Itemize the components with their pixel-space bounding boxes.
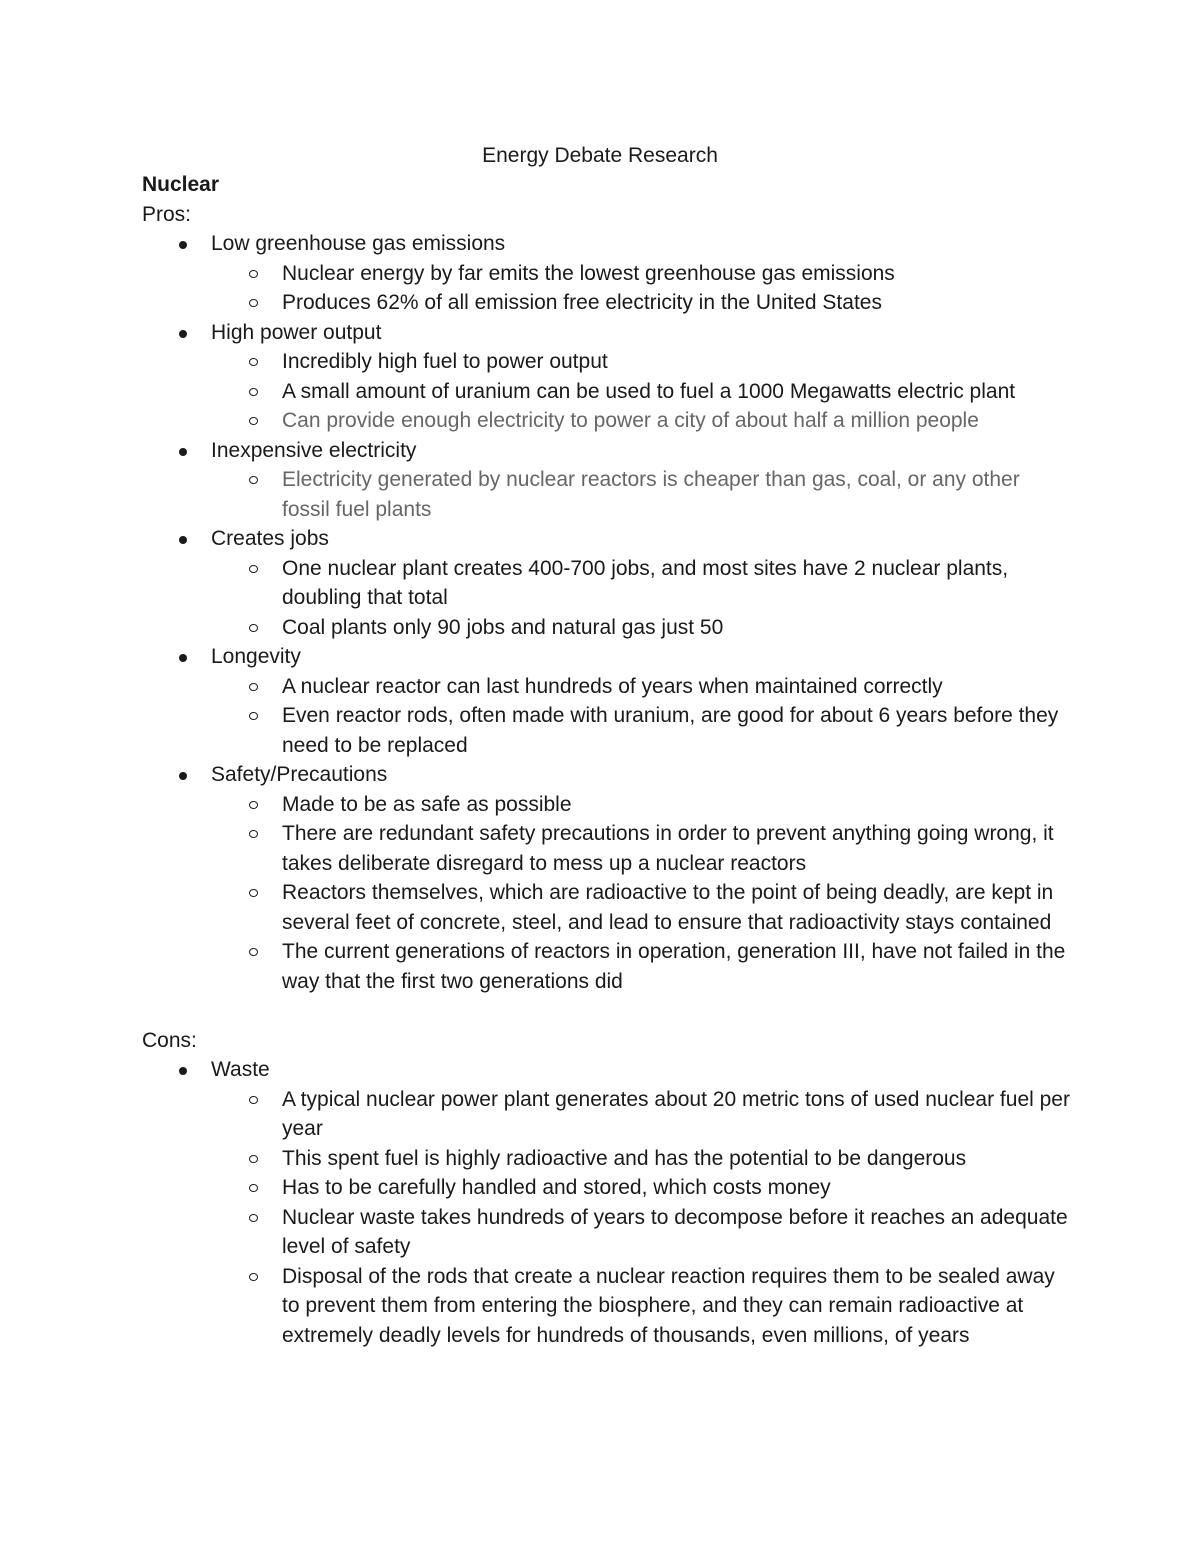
sub-list-item (211, 288, 1072, 318)
sub-list (211, 554, 1072, 643)
sub-list-item-text: There are redundant safety precautions in order to prevent anything going wrong, it takes deliberate disregard to mess up a nuclear reactors (282, 822, 1054, 875)
sub-list-item (211, 819, 1072, 878)
bullet-icon (179, 536, 187, 544)
bullet-icon (179, 772, 187, 780)
sub-list (211, 1085, 1072, 1351)
document-body (142, 170, 1072, 1350)
sub-list-item (211, 613, 1072, 643)
sub-list-item (211, 1085, 1072, 1144)
hollow-bullet-icon (249, 683, 258, 691)
sub-list-item (211, 1144, 1072, 1174)
sub-list-item-text: Electricity generated by nuclear reactors is cheaper than gas, coal, or any other fossil fuel plants (282, 468, 1020, 521)
bullet-icon (179, 330, 187, 338)
hollow-bullet-icon (249, 1184, 258, 1192)
list-item (142, 642, 1072, 760)
sub-list-item (211, 937, 1072, 996)
list-item (142, 1055, 1072, 1350)
sub-list (211, 259, 1072, 318)
cons-list (142, 1055, 1072, 1350)
hollow-bullet-icon (249, 712, 258, 720)
sub-list-item (211, 347, 1072, 377)
sub-list-item-text: Reactors themselves, which are radioactive to the point of being deadly, are kept in several feet of concrete, steel, and lead to ensure that radioactivity stays contained (282, 881, 1054, 934)
sub-list-item-text: Has to be carefully handled and stored, which costs money (282, 1176, 831, 1199)
list-item-text: Creates jobs (211, 527, 329, 550)
list-item-text: Longevity (211, 645, 301, 668)
hollow-bullet-icon (249, 388, 258, 396)
bullet-icon (179, 654, 187, 662)
sub-list-item (211, 377, 1072, 407)
sub-list-item-text: Can provide enough electricity to power a city of about half a million people (282, 409, 979, 432)
sub-list-item (211, 465, 1072, 524)
list-item-text: Waste (211, 1058, 270, 1081)
sub-list (211, 672, 1072, 761)
sub-list-item-text: This spent fuel is highly radioactive and has the potential to be dangerous (282, 1146, 967, 1170)
sub-list-item-text: Disposal of the rods that create a nuclear reaction requires them to be sealed away to prevent them from entering the biosphere, and they can remain radioactive at extremely deadly levels for hundreds of thousands, even millions, of years (282, 1264, 1055, 1347)
list-item (142, 318, 1072, 436)
hollow-bullet-icon (249, 1273, 258, 1281)
hollow-bullet-icon (249, 476, 258, 484)
hollow-bullet-icon (249, 299, 258, 307)
sub-list-item (211, 406, 1072, 436)
list-item (142, 760, 1072, 996)
list-item (142, 524, 1072, 642)
list-item-text: Inexpensive electricity (211, 438, 417, 462)
section-heading: Nuclear (142, 173, 220, 196)
sub-list (211, 347, 1072, 436)
sub-list-item-text: A small amount of uranium can be used to fuel a 1000 Megawatts electric plant (282, 379, 1016, 403)
hollow-bullet-icon (249, 1155, 258, 1163)
bullet-icon (179, 241, 187, 249)
sub-list (211, 790, 1072, 997)
bullet-icon (179, 448, 187, 456)
hollow-bullet-icon (249, 801, 258, 809)
sub-list-item-text: One nuclear plant creates 400-700 jobs, and most sites have 2 nuclear plants, doubling that total (282, 556, 1009, 609)
pros-label: Pros: (142, 202, 192, 226)
sub-list-item (211, 672, 1072, 702)
sub-list-item-text: Produces 62% of all emission free electricity in the United States (282, 291, 882, 314)
hollow-bullet-icon (249, 889, 258, 897)
sub-list-item (211, 1173, 1072, 1203)
hollow-bullet-icon (249, 417, 258, 425)
list-item (142, 436, 1072, 525)
sub-list-item-text: The current generations of reactors in operation, generation III, have not failed in the way that the first two generations did (282, 940, 1066, 993)
cons-label: Cons: (142, 1028, 197, 1052)
list-item-text: Low greenhouse gas emissions (211, 232, 506, 255)
hollow-bullet-icon (249, 1096, 258, 1104)
hollow-bullet-icon (249, 270, 258, 278)
sub-list-item-text: Nuclear energy by far emits the lowest greenhouse gas emissions (282, 261, 895, 285)
sub-list-item-text: A nuclear reactor can last hundreds of years when maintained correctly (282, 674, 943, 698)
bullet-icon (179, 1067, 187, 1075)
document-title: Energy Debate Research (482, 144, 718, 167)
hollow-bullet-icon (249, 948, 258, 956)
list-item (142, 229, 1072, 318)
sub-list-item-text: Incredibly high fuel to power output (282, 350, 608, 373)
sub-list-item (211, 1262, 1072, 1351)
sub-list-item (211, 554, 1072, 613)
hollow-bullet-icon (249, 565, 258, 573)
hollow-bullet-icon (249, 358, 258, 366)
pros-list (142, 229, 1072, 996)
sub-list-item (211, 790, 1072, 820)
sub-list-item (211, 259, 1072, 289)
sub-list-item-text: Even reactor rods, often made with uranium, are good for about 6 years before they need to be replaced (282, 704, 1059, 757)
list-item-text: Safety/Precautions (211, 763, 388, 786)
sub-list-item (211, 701, 1072, 760)
sub-list-item-text: Coal plants only 90 jobs and natural gas just 50 (282, 615, 724, 639)
hollow-bullet-icon (249, 1214, 258, 1222)
hollow-bullet-icon (249, 624, 258, 632)
sub-list-item-text: Made to be as safe as possible (282, 792, 572, 816)
hollow-bullet-icon (249, 830, 258, 838)
list-item-text: High power output (211, 320, 382, 344)
sub-list-item (211, 878, 1072, 937)
sub-list-item-text: A typical nuclear power plant generates about 20 metric tons of used nuclear fuel per year (282, 1087, 1070, 1140)
section-spacer (142, 996, 1072, 1026)
sub-list-item (211, 1203, 1072, 1262)
sub-list-item-text: Nuclear waste takes hundreds of years to decompose before it reaches an adequate level of safety (282, 1205, 1068, 1258)
sub-list (211, 465, 1072, 524)
